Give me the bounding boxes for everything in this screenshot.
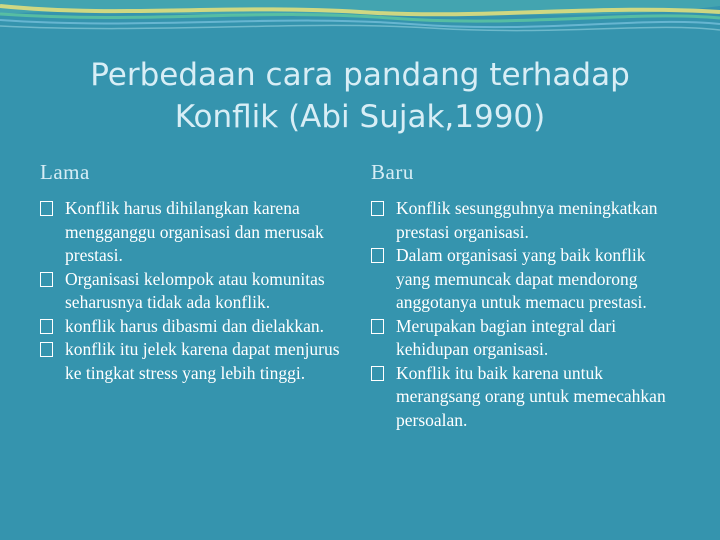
- slide-title: [40, 54, 680, 138]
- list-item-text: Konflik sesungguhnya meningkatkan prestasi organisasi.: [396, 198, 658, 242]
- list-item: [371, 315, 681, 362]
- list-item-text: Konflik harus dihilangkan karena mengganggu organisasi dan merusak prestasi.: [65, 198, 324, 265]
- old-view-list: [40, 197, 355, 385]
- wave-decoration: [0, 0, 720, 40]
- box-bullet-icon: [40, 201, 53, 216]
- list-item: [40, 268, 355, 315]
- box-bullet-icon: [371, 201, 384, 216]
- column-heading-old: Lama: [40, 160, 90, 184]
- list-item: [40, 338, 355, 385]
- list-item-text: Dalam organisasi yang baik konflik yang memuncak dapat mendorong anggotanya untuk memacu prestasi.: [396, 245, 647, 312]
- list-item-text: konflik harus dibasmi dan dielakkan.: [65, 315, 325, 336]
- list-item: [40, 315, 355, 339]
- list-item: [371, 197, 681, 244]
- box-bullet-icon: [371, 248, 384, 263]
- box-bullet-icon: [40, 342, 53, 357]
- box-bullet-icon: [371, 319, 384, 334]
- list-item-text: Konflik itu baik karena untuk merangsang orang untuk memecahkan persoalan.: [396, 362, 666, 430]
- title-line-1: Perbedaan cara pandang terhadap: [90, 57, 630, 93]
- box-bullet-icon: [40, 319, 53, 334]
- box-bullet-icon: [40, 272, 53, 287]
- list-item: [371, 362, 681, 433]
- list-item-text: Organisasi kelompok atau komunitas seharusnya tidak ada konflik.: [65, 268, 325, 312]
- list-item: [40, 197, 355, 268]
- new-view-list: [371, 197, 681, 432]
- title-line-2: Konflik (Abi Sujak,1990): [174, 99, 546, 135]
- list-item-text: Merupakan bagian integral dari kehidupan organisasi.: [396, 315, 617, 359]
- list-item-text: konflik itu jelek karena dapat menjurus ke tingkat stress yang lebih tinggi.: [65, 339, 340, 383]
- column-heading-new: Baru: [371, 160, 414, 184]
- list-item: [371, 244, 681, 315]
- box-bullet-icon: [371, 366, 384, 381]
